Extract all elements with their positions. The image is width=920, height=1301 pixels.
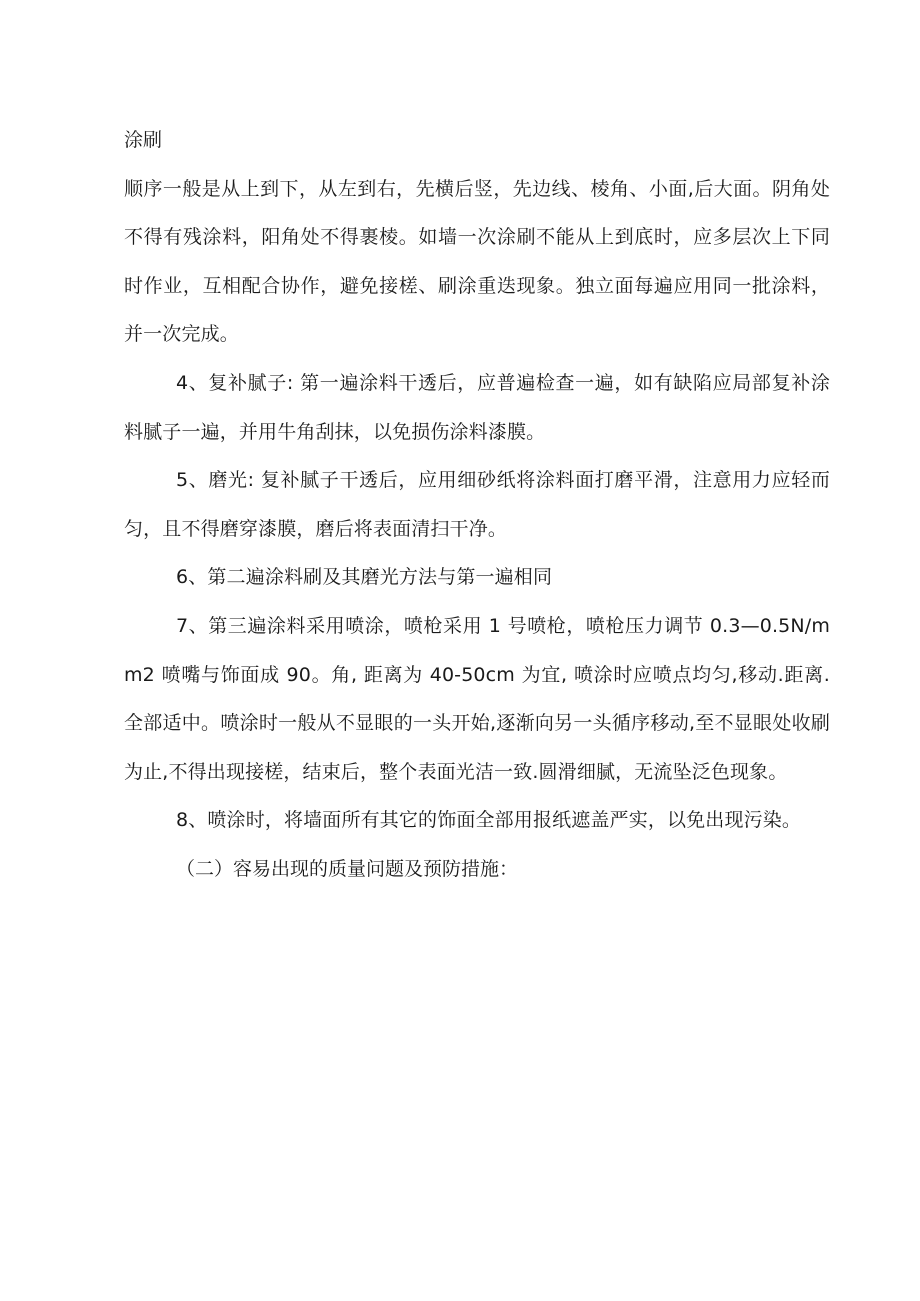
paragraph-step-5: 5、磨光: 复补腻子干透后，应用细砂纸将涂料面打磨平滑，注意用力应轻而匀，且不得磨穿漆膜，磨后将表面清扫干净。 — [124, 469, 830, 540]
document-body — [124, 116, 830, 894]
section-title: （二）容易出现的质量问题及预防措施： — [176, 857, 519, 880]
paragraph-step-4: 4、复补腻子: 第一遍涂料干透后，应普遍检查一遍，如有缺陷应局部复补涂料腻子一遍，并用牛角刮抹，以免损伤涂料漆膜。 — [124, 371, 830, 443]
heading-text: 涂刷 — [124, 129, 163, 151]
paragraph-order: 顺序一般是从上到下，从左到右，先横后竖，先边线、棱角、小面,后大面。阴角处不得有残涂料，阳角处不得裹棱。如墙一次涂刷不能从上到底时，应多层次上下同时作业，互相配合协作，避免接槎、刷涂重迭现象。独立面每遍应用同一批涂料，并一次完成。 — [124, 177, 830, 346]
paragraph-step-7: 7、第三遍涂料采用喷涂，喷枪采用 1 号喷枪，喷枪压力调节 0.3—0.5N/mm2 喷嘴与饰面成 90。角, 距离为 40-50cm 为宜, 喷涂时应喷点均匀,移动.距离.全部适中。喷涂时一般从不显眼的一头开始,逐渐向另一头循序移动,至不显眼处收刷为止,不得出现接槎，结束后，整个表面光洁一致.圆滑细腻，无流坠泛色现象。 — [124, 614, 830, 783]
paragraph-step-8: 8、喷涂时，将墙面所有其它的饰面全部用报纸遮盖严实，以免出现污染。 — [176, 809, 802, 832]
paragraph-step-6: 6、第二遍涂料刷及其磨光方法与第一遍相同 — [176, 566, 553, 589]
